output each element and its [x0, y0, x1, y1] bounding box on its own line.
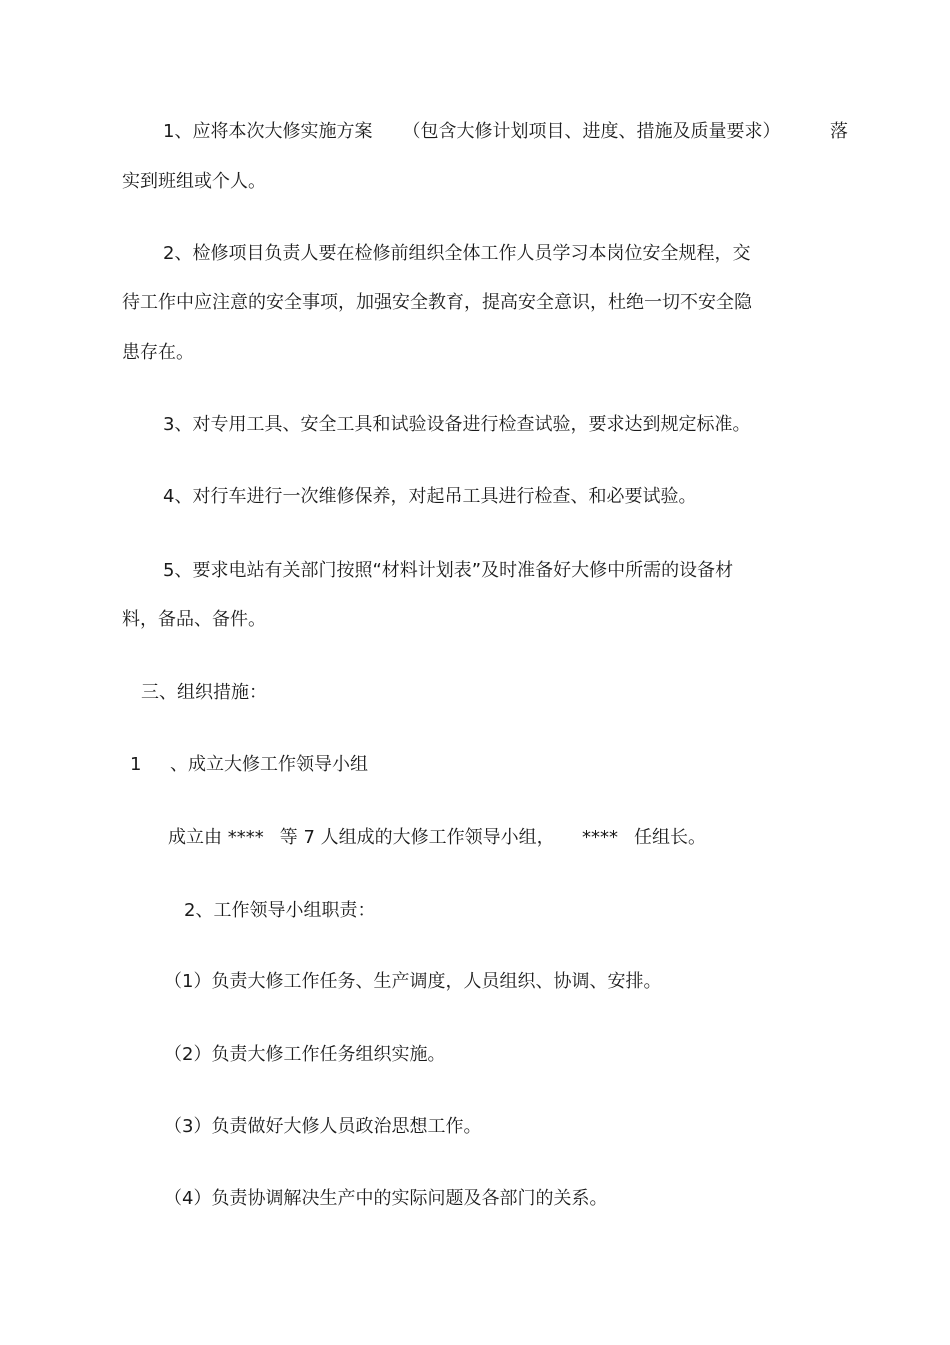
- item-1-number: 1: [130, 754, 142, 775]
- paragraph-2-line-2: 待工作中应注意的安全事项，加强安全教育，提高安全意识，杜绝一切不安全隐: [122, 292, 752, 313]
- paragraph-3: 3、对专用工具、安全工具和试验设备进行检查试验，要求达到规定标准。: [163, 414, 751, 435]
- paragraph-5-line-2: 料，备品、备件。: [122, 609, 266, 630]
- section-3-heading: 三、组织措施：: [141, 682, 267, 703]
- group-leader: [582, 826, 706, 850]
- paragraph-4: 4、对行车进行一次维修保养，对起吊工具进行检查、和必要试验。: [163, 486, 697, 507]
- duty-4: （4）负责协调解决生产中的实际问题及各部门的关系。: [164, 1188, 608, 1209]
- paragraph-1-line-end: 落: [830, 121, 848, 142]
- paragraph-2-line-1: 2、检修项目负责人要在检修前组织全体工作人员学习本岗位安全规程，交: [163, 243, 751, 264]
- duty-1: （1）负责大修工作任务、生产调度，人员组织、协调、安排。: [164, 971, 662, 992]
- group-leader-name: ****: [582, 827, 618, 848]
- paragraph-1-line-2: 实到班组或个人。: [122, 171, 266, 192]
- item-1-title: 、成立大修工作领导小组: [170, 754, 368, 775]
- group-sentence-part-2: 等 7 人组成的大修工作领导小组，: [279, 827, 555, 848]
- duty-3: （3）负责做好大修人员政治思想工作。: [164, 1116, 482, 1137]
- paragraph-1-lead: 1、应将本次大修实施方案: [163, 121, 373, 142]
- paragraph-1-line-1: [163, 120, 780, 144]
- duty-2: （2）负责大修工作任务组织实施。: [164, 1044, 446, 1065]
- group-leader-role: 任组长。: [634, 827, 706, 848]
- paragraph-2-line-3: 患存在。: [122, 342, 194, 363]
- group-sentence-part-1: 成立由 ****: [168, 827, 264, 848]
- paragraph-5-line-1: 5、要求电站有关部门按照“材料计划表”及时准备好大修中所需的设备材: [163, 560, 734, 581]
- group-sentence: [168, 826, 555, 850]
- paragraph-1-parenthetical: （包含大修计划项目、进度、措施及质量要求）: [402, 121, 781, 142]
- item-2-title: 2、工作领导小组职责：: [184, 900, 376, 921]
